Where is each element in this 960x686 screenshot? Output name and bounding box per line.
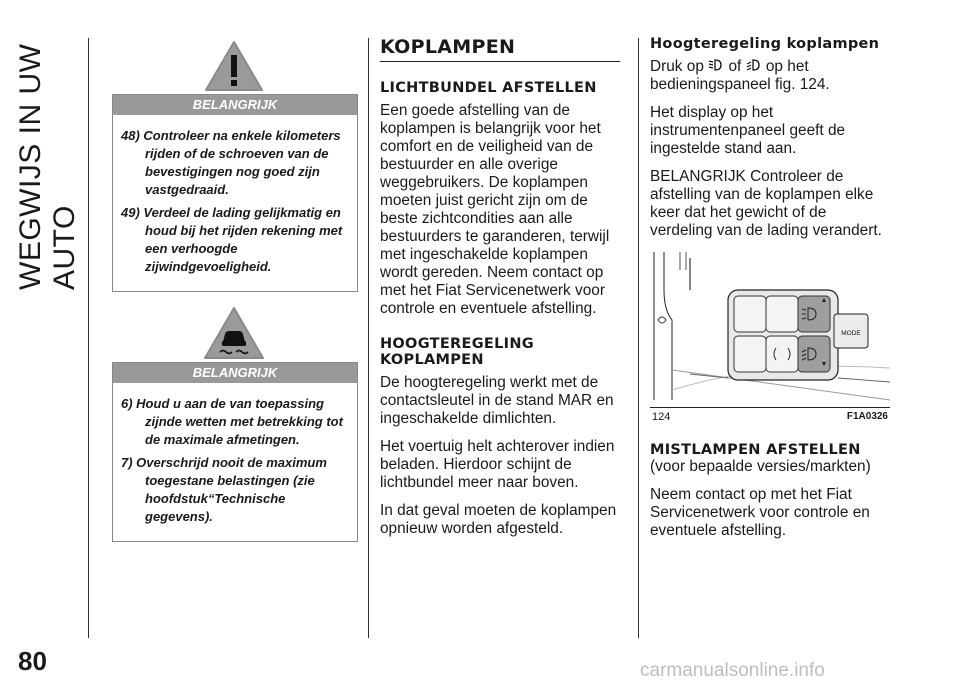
warning-list: [113, 383, 357, 541]
warning-list: [113, 115, 357, 291]
exclamation-triangle-icon: [204, 40, 264, 92]
text-fragment: op het bedieningspaneel fig. 124.: [650, 58, 830, 93]
section-title: WEGWIJS IN UW AUTO: [14, 43, 81, 290]
warning-box-2: [112, 362, 358, 542]
paragraph: (voor bepaalde versies/markten): [650, 458, 871, 475]
warning-item: 6) Houd u aan de van toepassing zijnde wetten met betrekking tot de maximale afmetingen.: [121, 396, 343, 447]
subheading: Hoogteregeling koplampen: [650, 36, 880, 52]
watermark: carmanualsonline.info: [640, 660, 825, 681]
text-fragment: of: [728, 58, 742, 75]
subheading: LICHTBUNDEL AFSTELLEN: [380, 80, 597, 96]
subheading: MISTLAMPEN AFSTELLEN: [650, 442, 861, 458]
paragraph: Het voertuig helt achterover indien beladen. Hierdoor schijnt de lichtbundel meer naar boven.: [380, 438, 615, 491]
warning-box-1: [112, 94, 358, 292]
warning-heading: BELANGRIJK: [113, 363, 357, 383]
warning-icon-container: [112, 40, 356, 96]
paragraph: In dat geval moeten de koplampen opnieuw worden afgesteld.: [380, 502, 617, 537]
page-number: 80: [18, 646, 47, 676]
skidding-car-triangle-icon: [203, 306, 265, 360]
subheading: HOOGTEREGELING KOPLAMPEN: [380, 336, 534, 368]
paragraph: Een goede afstelling van de koplampen is belangrijk voor het comfort en de veiligheid van de bestuurder en alle overige weggebruikers. De koplampen moeten juist gericht zijn om de beste zichtcondities aan alle bestuurders te garanderen, terwijl met ingeschakelde koplampen wordt gereden. Neem contact op met het Fiat Servicenetwerk voor controle en eventuele afstelling.: [380, 102, 610, 317]
text-column-2: [380, 36, 620, 548]
paragraph: [650, 58, 890, 94]
paragraph: Het display op het instrumentenpaneel geeft de ingestelde stand aan.: [650, 104, 846, 157]
figure-124: [650, 250, 890, 428]
column-divider: [368, 38, 369, 638]
headlamp-down-icon: [746, 58, 762, 72]
figure-code: F1A0326: [846, 411, 888, 422]
figure-caption-bar: [650, 407, 890, 428]
paragraph: Neem contact op met het Fiat Servicenetwerk voor controle en eventuele afstelling.: [650, 486, 870, 539]
warning-item: 7) Overschrijd nooit de maximum toegestane belastingen (zie hoofdstuk“Technische gegevens).: [121, 455, 327, 524]
section-heading: KOPLAMPEN: [380, 36, 620, 62]
control-panel-illustration: [650, 250, 890, 408]
column-divider: [638, 38, 639, 638]
margin-divider: [88, 38, 89, 638]
mode-button-label: MODE: [841, 330, 861, 337]
text-column-3: [650, 36, 890, 550]
paragraph: BELANGRIJK Controleer de afstelling van de koplampen elke keer dat het gewicht of de verdeling van de lading verandert.: [650, 168, 882, 239]
warning-item: 49) Verdeel de lading gelijkmatig en houd bij het rijden rekening met een verhoogde zijwindgevoeligheid.: [121, 205, 343, 274]
text-fragment: Druk op: [650, 58, 704, 75]
paragraph: De hoogteregeling werkt met de contactsleutel in de stand MAR en ingeschakelde dimlichten.: [380, 374, 614, 427]
warning-heading: BELANGRIJK: [113, 95, 357, 115]
figure-number: 124: [652, 411, 671, 423]
warning-icon-container: [112, 306, 356, 362]
warning-item: 48) Controleer na enkele kilometers rijden of de schroeven van de bevestigingen nog goed zijn vastgedraaid.: [121, 128, 341, 197]
headlamp-up-icon: [708, 58, 724, 72]
